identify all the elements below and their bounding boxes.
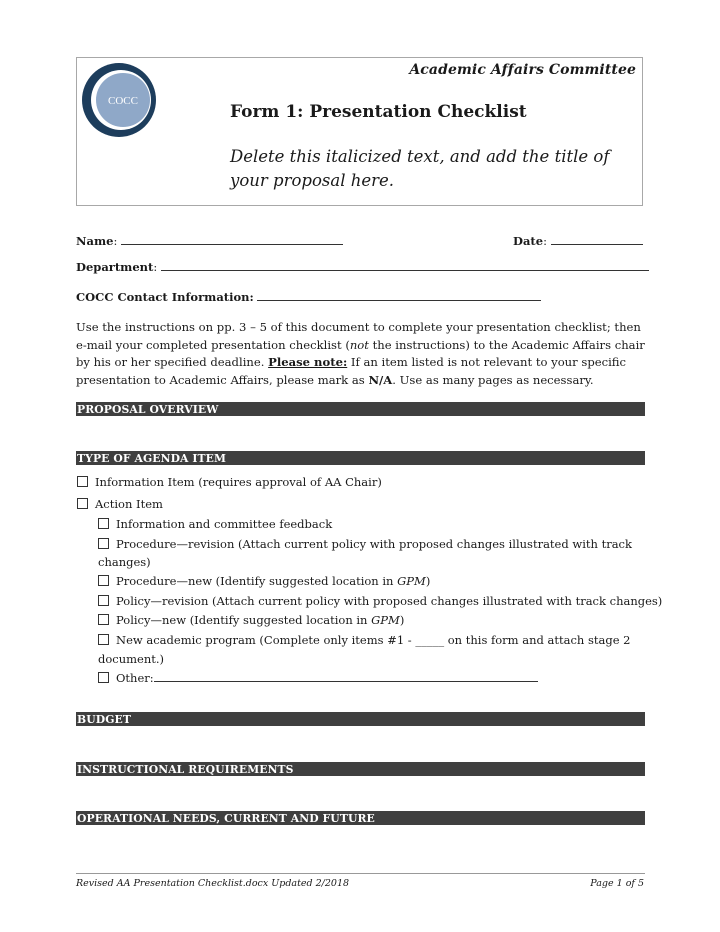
section-instructional-requirements: INSTRUCTIONAL REQUIREMENTS (76, 762, 645, 776)
new-program-row[interactable] (98, 632, 631, 649)
close-paren: ) (399, 613, 405, 627)
procedure-revision-label: Procedure—revision (Attach current policy with proposed changes illustrated with track (116, 537, 632, 551)
header-box (76, 57, 643, 206)
other-row[interactable] (98, 670, 538, 687)
info-feedback-label: Information and committee feedback (116, 517, 333, 531)
new-program-label: New academic program (Complete only items #1 - _____ on this form and attach stage 2 (116, 633, 631, 647)
name-blank[interactable] (121, 234, 343, 245)
section-proposal-overview: PROPOSAL OVERVIEW (76, 402, 645, 416)
other-blank[interactable] (154, 670, 538, 682)
procedure-new-label: Procedure—new (Identify suggested location in (116, 574, 398, 588)
close-paren: ) (425, 574, 431, 588)
section-operational-needs: OPERATIONAL NEEDS, CURRENT AND FUTURE (76, 811, 645, 825)
section-type-of-agenda-item: TYPE OF AGENDA ITEM (76, 451, 645, 465)
policy-new-row[interactable] (98, 612, 404, 629)
new-program-continuation: document.) (98, 652, 165, 666)
contact-blank[interactable] (257, 290, 541, 301)
information-item-row[interactable] (77, 474, 382, 491)
department-label: Department (76, 260, 154, 274)
footer-file-info: Revised AA Presentation Checklist.docx Updated 2/2018 (76, 878, 350, 889)
instructions-not: not (349, 337, 369, 352)
gpm-label: GPM (397, 574, 426, 588)
na-label: N/A (368, 372, 393, 387)
please-note-label: Please note: (268, 355, 348, 369)
department-blank[interactable] (161, 260, 649, 271)
info-feedback-checkbox[interactable] (98, 518, 109, 529)
instructions-paragraph (76, 319, 648, 389)
action-item-label: Action Item (95, 497, 163, 511)
action-item-row[interactable] (77, 496, 163, 513)
policy-new-checkbox[interactable] (98, 614, 109, 625)
date-blank[interactable] (551, 234, 643, 245)
procedure-new-row[interactable] (98, 573, 430, 590)
contact-label: COCC Contact Information: (76, 290, 254, 304)
procedure-new-checkbox[interactable] (98, 575, 109, 586)
date-label: Date (513, 234, 544, 248)
department-field[interactable]: Department: (76, 260, 649, 274)
procedure-revision-checkbox[interactable] (98, 538, 109, 549)
committee-name: Academic Affairs Committee (409, 62, 636, 78)
logo-text: COCC (108, 95, 138, 107)
instructions-text-4: . Use as many pages as necessary. (392, 372, 594, 387)
cocc-logo (81, 62, 157, 138)
gpm-label: GPM (371, 613, 400, 627)
contact-field[interactable] (76, 290, 541, 304)
footer-rule (76, 873, 645, 874)
action-item-checkbox[interactable] (77, 498, 88, 509)
information-item-checkbox[interactable] (77, 476, 88, 487)
name-label: Name (76, 234, 114, 248)
policy-new-label: Policy—new (Identify suggested location in (116, 613, 372, 627)
policy-revision-row[interactable] (98, 593, 662, 610)
instructions-text-2: the instructions) to the Academic Affairs chair by his or her specified deadline. (76, 337, 645, 369)
procedure-revision-continuation: changes) (98, 555, 151, 569)
other-checkbox[interactable] (98, 672, 109, 683)
instructions-text-1: Use the instructions on pp. 3 – 5 of this document to complete your presentation checklist; then e-mail your completed presentation checklist ( (76, 320, 641, 352)
policy-revision-checkbox[interactable] (98, 595, 109, 606)
procedure-revision-row[interactable] (98, 536, 632, 553)
date-field[interactable]: Date: (513, 234, 643, 248)
new-program-checkbox[interactable] (98, 634, 109, 645)
policy-revision-label: Policy—revision (Attach current policy with proposed changes illustrated with track changes) (116, 594, 663, 608)
footer-page-number: Page 1 of 5 (590, 878, 644, 889)
other-label: Other: (116, 671, 154, 685)
information-item-label: Information Item (requires approval of AA Chair) (95, 475, 382, 489)
form-title: Form 1: Presentation Checklist (230, 102, 527, 122)
name-field[interactable]: Name: (76, 234, 343, 248)
instructions-text-3: If an item listed is not relevant to your specific presentation to Academic Affairs, please mark as (76, 355, 627, 387)
proposal-title-placeholder[interactable]: Delete this italicized text, and add the title of your proposal here. (230, 147, 610, 190)
section-budget: BUDGET (76, 712, 645, 726)
info-feedback-row[interactable] (98, 516, 332, 533)
